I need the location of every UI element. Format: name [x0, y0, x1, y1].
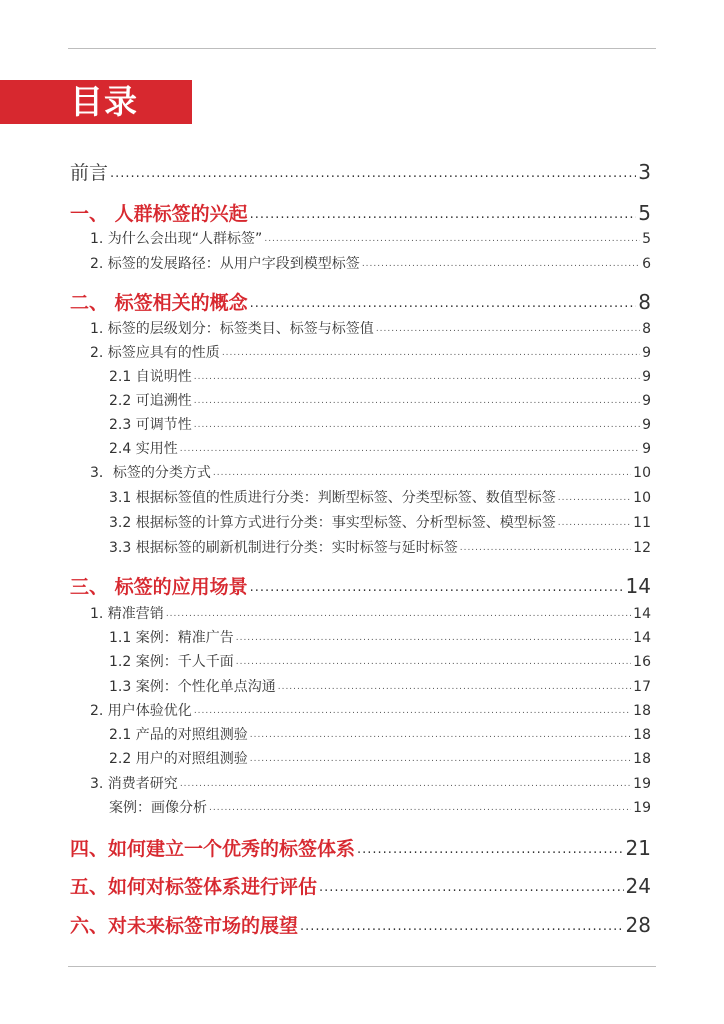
toc-entry-page: 10: [633, 465, 651, 481]
toc-entry-page: 21: [625, 836, 651, 860]
toc-entry[interactable]: [70, 911, 651, 938]
toc-entry-title: 2.1 自说明性: [109, 369, 192, 385]
toc-leader-dots: [194, 396, 640, 406]
toc-entry-title: 2.2 可追溯性: [109, 393, 192, 409]
toc-entry-title: 1. 标签的层级划分：标签类目、标签与标签值: [90, 321, 374, 337]
toc-entry[interactable]: [109, 724, 651, 744]
toc-leader-dots: [250, 580, 624, 595]
toc-entry[interactable]: [70, 158, 651, 185]
toc-entry[interactable]: [109, 537, 651, 557]
toc-entry[interactable]: [109, 438, 651, 458]
toc-leader-dots: [180, 779, 631, 789]
toc-leader-dots: [250, 754, 631, 764]
toc-entry-title: 三、 标签的应用场景: [70, 576, 248, 598]
toc-entry-page: 8: [642, 321, 651, 337]
toc-entry[interactable]: [90, 700, 651, 720]
toc-entry-title: 前言: [70, 162, 109, 184]
toc-entry-page: 10: [633, 490, 651, 506]
toc-entry-page: 8: [638, 290, 651, 314]
toc-entry[interactable]: [70, 834, 651, 861]
toc-entry[interactable]: [90, 253, 651, 273]
toc-entry-title: 五、如何对标签体系进行评估: [70, 876, 318, 898]
toc-entry-page: 3: [638, 160, 651, 184]
toc-entry-title: 一、 人群标签的兴起: [70, 203, 248, 225]
toc-entry-page: 9: [642, 393, 651, 409]
toc-entry-title: 3.1 根据标签值的性质进行分类：判断型标签、分类型标签、数值型标签: [109, 490, 556, 506]
toc-entry-title: 2.4 实用性: [109, 441, 178, 457]
toc-entry[interactable]: [90, 603, 651, 623]
toc-entry[interactable]: [70, 572, 651, 599]
toc-leader-dots: [319, 880, 624, 895]
toc-leader-dots: [110, 166, 636, 181]
toc-leader-dots: [362, 259, 640, 269]
toc-entry[interactable]: [109, 487, 651, 507]
toc-entry-page: 9: [642, 345, 651, 361]
toc-entry-page: 18: [633, 751, 651, 767]
toc-entry[interactable]: [90, 228, 651, 248]
toc-leader-dots: [250, 207, 637, 222]
bottom-rule: [68, 966, 656, 967]
toc-leader-dots: [278, 682, 631, 692]
toc-entry-title: 2.3 可调节性: [109, 417, 192, 433]
toc-entry-title: 2.2 用户的对照组测验: [109, 751, 248, 767]
toc-entry-page: 18: [633, 703, 651, 719]
toc-entry-page: 17: [633, 679, 651, 695]
toc-leader-dots: [558, 518, 631, 528]
toc-leader-dots: [300, 919, 624, 934]
toc-entry[interactable]: [90, 318, 651, 338]
toc-entry-page: 28: [625, 913, 651, 937]
toc-entry[interactable]: [109, 390, 651, 410]
toc-entry-page: 14: [633, 630, 651, 646]
toc-entry-title: 2. 标签的发展路径：从用户字段到模型标签: [90, 256, 360, 272]
toc-entry-title: 六、对未来标签市场的展望: [70, 915, 299, 937]
toc-entry-title: 3. 消费者研究: [90, 776, 178, 792]
toc-entry-title: 1. 精准营销: [90, 606, 164, 622]
toc-entry[interactable]: [70, 288, 651, 315]
toc-leader-dots: [558, 493, 631, 503]
toc-leader-dots: [213, 468, 631, 478]
toc-entry-page: 11: [633, 515, 651, 531]
toc-entry-title: 2. 用户体验优化: [90, 703, 192, 719]
toc-entry[interactable]: [90, 773, 651, 793]
toc-entry-page: 24: [625, 874, 651, 898]
toc-entry[interactable]: [109, 512, 651, 532]
toc-entry[interactable]: [109, 414, 651, 434]
toc-entry[interactable]: [109, 627, 651, 647]
toc-entry-page: 14: [633, 606, 651, 622]
toc-leader-dots: [236, 657, 631, 667]
toc-entry-title: 二、 标签相关的概念: [70, 292, 248, 314]
toc-entry[interactable]: [109, 651, 651, 671]
toc-leader-dots: [194, 420, 640, 430]
toc-leader-dots: [166, 609, 631, 619]
toc-entry-page: 14: [625, 574, 651, 598]
toc-entry-page: 16: [633, 654, 651, 670]
toc-entry-title: 3.2 根据标签的计算方式进行分类：事实型标签、分析型标签、模型标签: [109, 515, 556, 531]
toc-entry-page: 5: [638, 201, 651, 225]
page-title: 目录: [70, 82, 138, 121]
toc-entry-page: 19: [633, 800, 651, 816]
toc-entry-page: 5: [642, 231, 651, 247]
toc-entry[interactable]: [109, 797, 651, 817]
toc-leader-dots: [250, 296, 637, 311]
toc-leader-dots: [180, 444, 640, 454]
toc-entry-title: 2.1 产品的对照组测验: [109, 727, 248, 743]
toc-leader-dots: [264, 234, 640, 244]
toc-leader-dots: [376, 324, 640, 334]
toc-entry[interactable]: [90, 342, 651, 362]
toc-entry[interactable]: [70, 199, 651, 226]
toc-entry-page: 9: [642, 441, 651, 457]
toc-entry-title: 2. 标签应具有的性质: [90, 345, 220, 361]
toc-entry[interactable]: [109, 676, 651, 696]
toc-entry-page: 9: [642, 369, 651, 385]
toc-entry-title: 1.3 案例：个性化单点沟通: [109, 679, 276, 695]
toc-entry[interactable]: [109, 366, 651, 386]
toc-entry-title: 1.2 案例：千人千面: [109, 654, 234, 670]
toc-leader-dots: [250, 730, 631, 740]
toc-entry-page: 6: [642, 256, 651, 272]
toc-leader-dots: [194, 706, 631, 716]
toc-entry-page: 9: [642, 417, 651, 433]
toc-leader-dots: [194, 372, 640, 382]
toc-entry-title: 1.1 案例：精准广告: [109, 630, 234, 646]
toc-entry-page: 12: [633, 540, 651, 556]
toc-leader-dots: [357, 842, 624, 857]
toc-entry[interactable]: [90, 462, 651, 482]
toc-leader-dots: [236, 633, 631, 643]
toc-entry[interactable]: [109, 748, 651, 768]
toc-entry-page: 18: [633, 727, 651, 743]
toc-entry-title: 1. 为什么会出现“人群标签”: [90, 231, 263, 247]
toc-entry-page: 19: [633, 776, 651, 792]
toc-entry-title: 3．标签的分类方式: [90, 465, 211, 481]
toc-entry-title: 案例：画像分析: [109, 800, 207, 816]
toc-leader-dots: [209, 803, 631, 813]
toc-leader-dots: [460, 543, 631, 553]
toc-leader-dots: [222, 348, 640, 358]
toc-entry-title: 四、如何建立一个优秀的标签体系: [70, 838, 356, 860]
toc-entry-title: 3.3 根据标签的刷新机制进行分类：实时标签与延时标签: [109, 540, 458, 556]
toc-entry[interactable]: [70, 872, 651, 899]
